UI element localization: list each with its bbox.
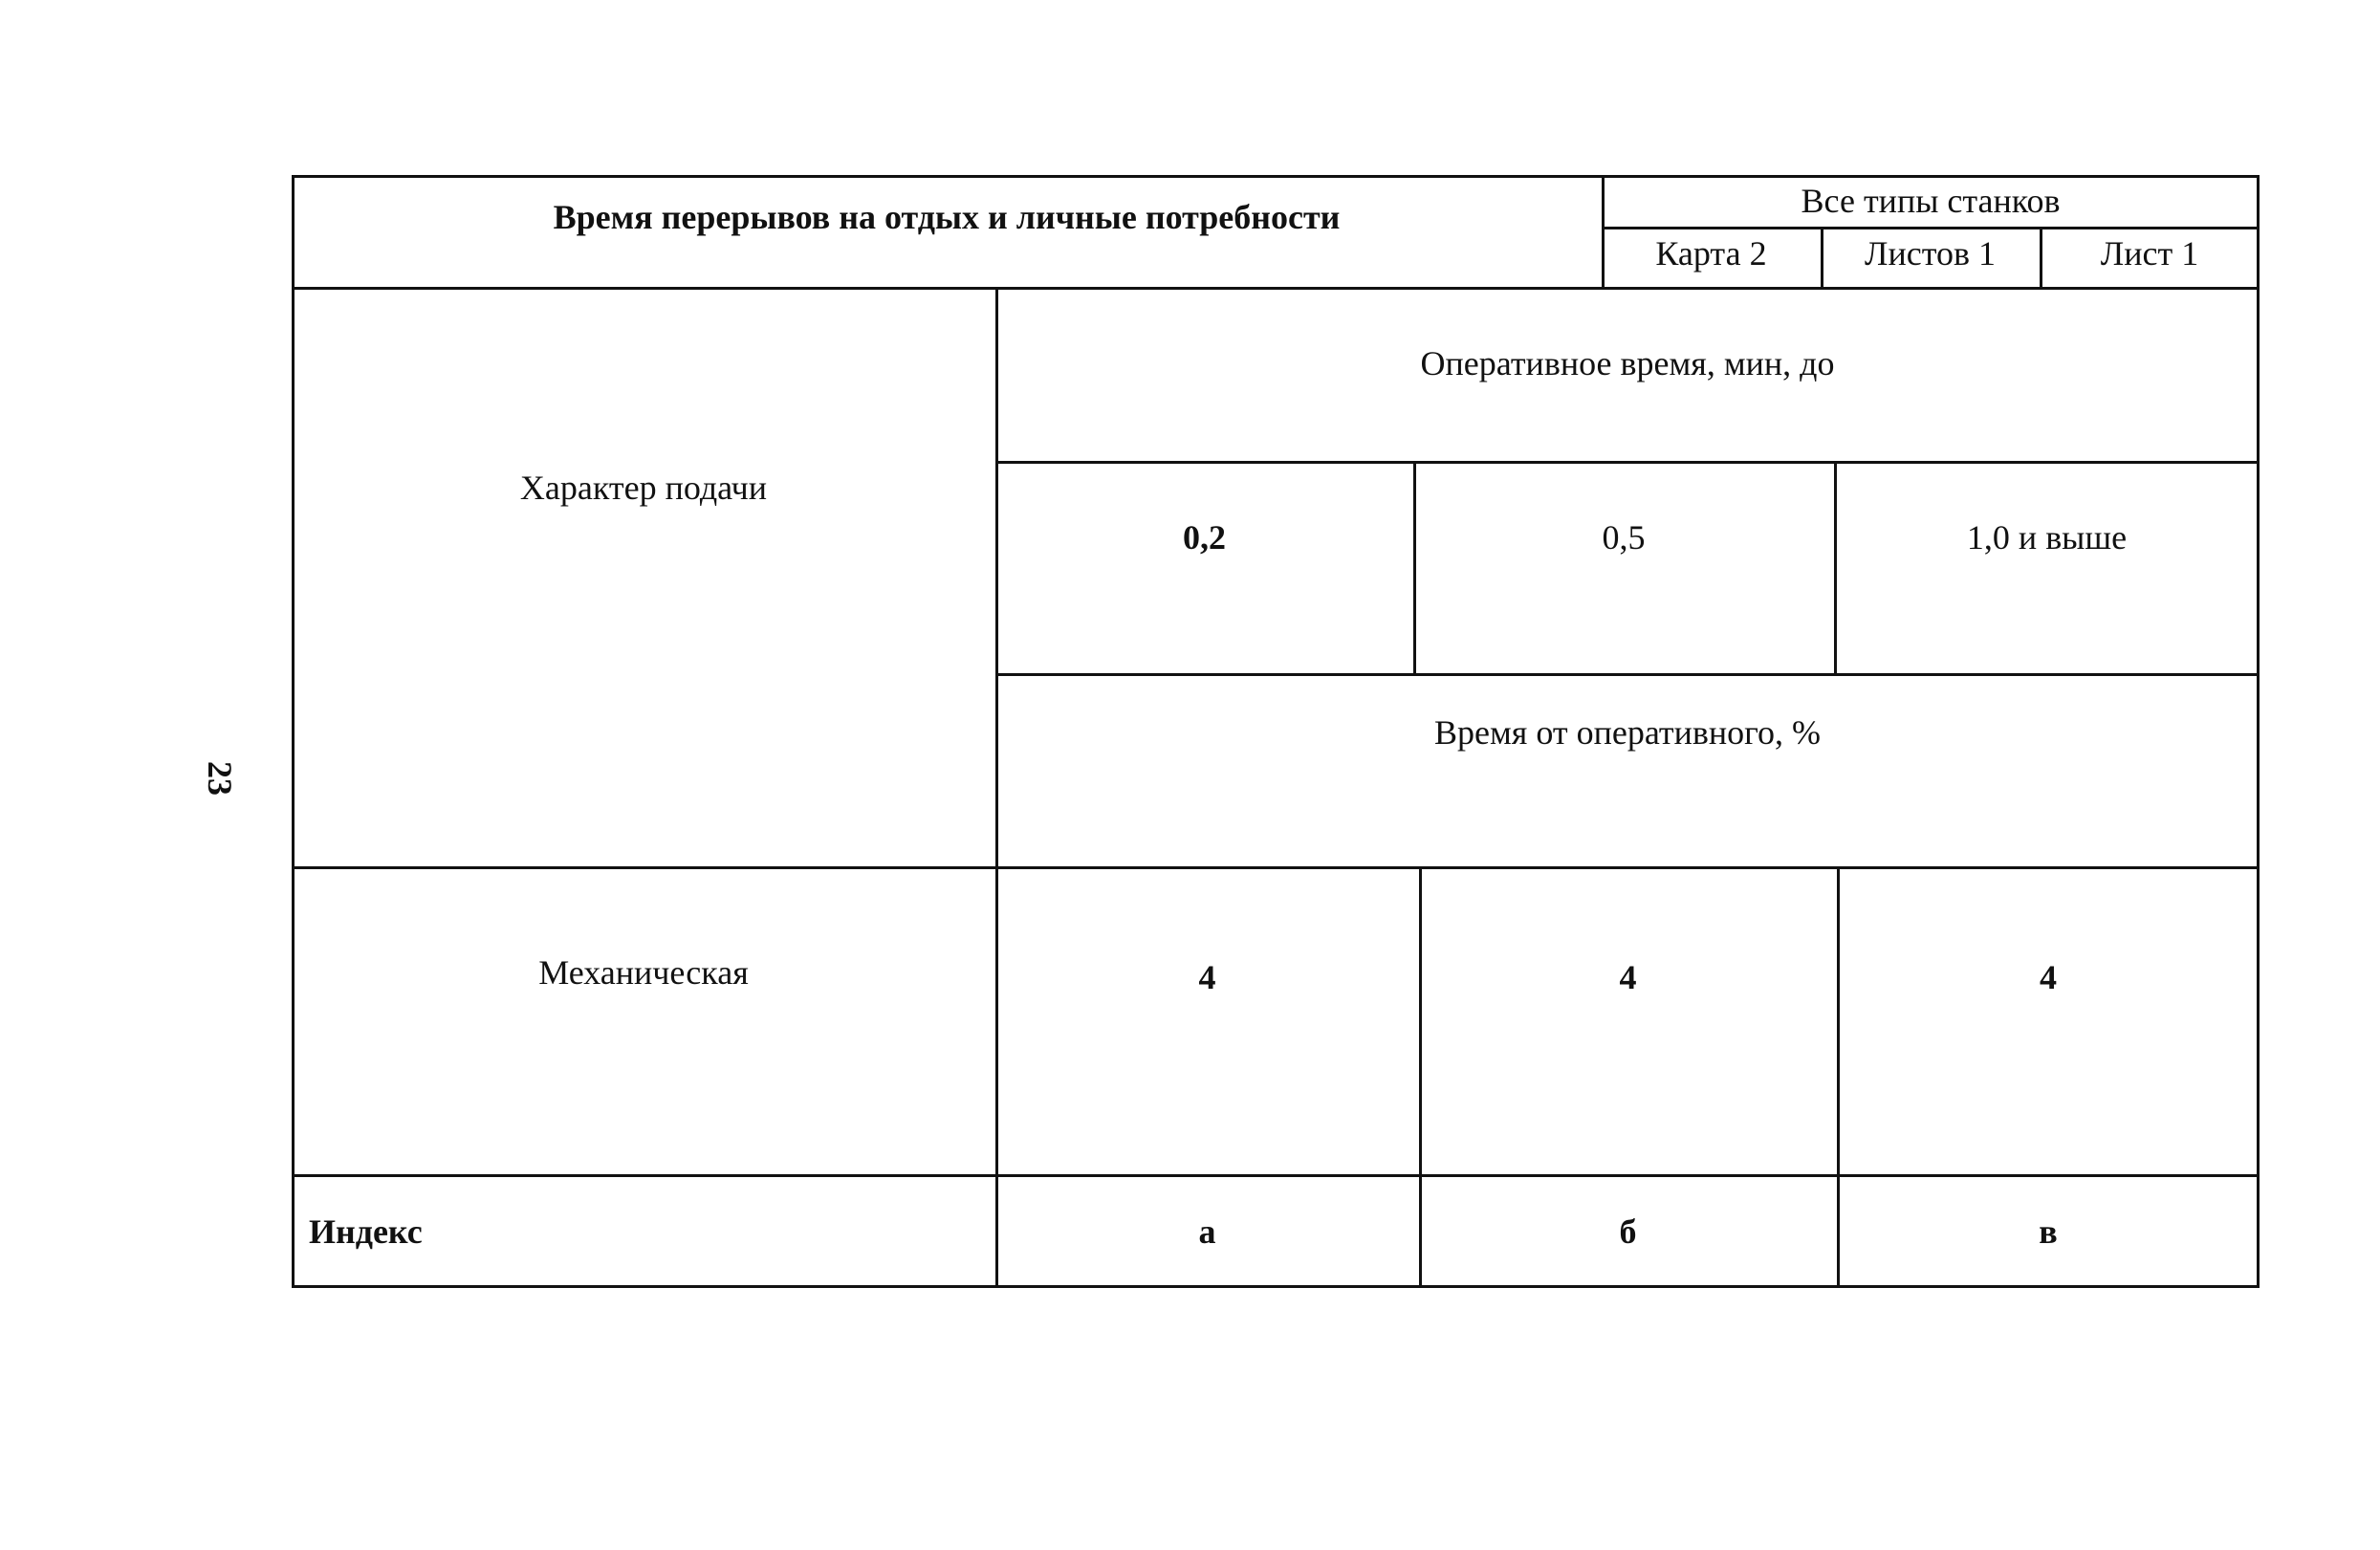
percent-header: Время от оперативного, % (1434, 713, 1821, 752)
index-a: а (1198, 1212, 1216, 1251)
sheet-label: Лист 1 (2100, 233, 2199, 273)
feed-character-header: Характер подачи (519, 469, 768, 507)
value-cell: 4 (2040, 958, 2057, 996)
time-column-0-2: 0,2 (1183, 518, 1226, 557)
value-cell: 4 (1619, 958, 1637, 996)
sheets-total-label: Листов 1 (1865, 233, 1996, 273)
machine-types-label: Все типы станков (1801, 182, 2061, 220)
index-b: б (1619, 1212, 1637, 1251)
feed-type-mechanical: Механическая (538, 953, 749, 992)
time-column-1-0-and-above: 1,0 и выше (1966, 518, 2128, 557)
table-title: Время перерывов на отдых и личные потребности (553, 198, 1341, 236)
value-cell: 4 (1198, 958, 1216, 996)
card-label: Карта 2 (1655, 233, 1767, 273)
index-label: Индекс (309, 1212, 423, 1251)
page-number: 23 (201, 761, 239, 796)
operative-time-header: Оперативное время, мин, до (1420, 344, 1835, 382)
time-column-0-5: 0,5 (1602, 518, 1646, 557)
index-v: в (2039, 1212, 2058, 1251)
